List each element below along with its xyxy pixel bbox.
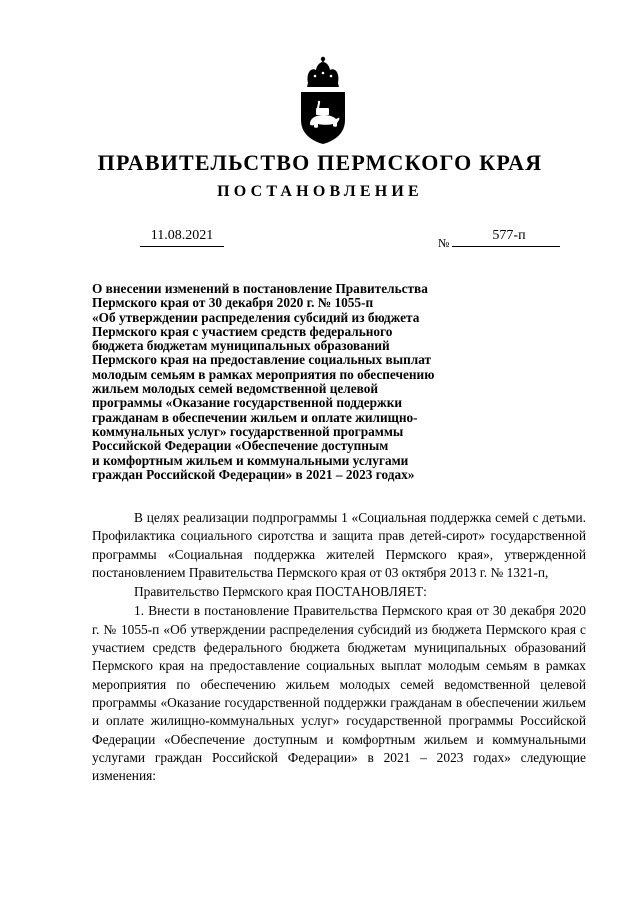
number-field (438, 228, 560, 250)
crown-icon (307, 57, 339, 87)
government-title: ПРАВИТЕЛЬСТВО ПЕРМСКОГО КРАЯ (97, 150, 543, 175)
number-sign: № (438, 236, 450, 250)
item-1-paragraph: 1. Внести в постановление Правительства Пермского края от 30 декабря 2020 г. № 1055-п «Об утверждении распределения субсидий из бюджета Пермского края с участием средств федерального бюджета бюджетам муниципальных образований Пермского края на предоставление социальных выплат молодым семьям в рамках мероприятия по обеспечению жильем молодых семей ведомственной целевой программы «Оказание государственной поддержки гражданам в обеспечении жильем и оплате жилищно-коммунальных услуг» государственной программы Российской Федерации «Обеспечение доступным и комфортным жильем и коммунальными услугами граждан Российской Федерации» в 2021 – 2023 годах» следующие изменения: (92, 603, 586, 784)
subject-line: «Об утверждении распределения субсидий из бюджета (92, 309, 420, 325)
subject-line: гражданам в обеспечении жильем и оплате жилищно- (92, 409, 418, 425)
number-underline (452, 246, 560, 247)
subject-line: граждан Российской Федерации» в 2021 – 2023 годах» (92, 466, 415, 482)
resolves-paragraph: Правительство Пермского края ПОСТАНОВЛЯЕТ: (134, 584, 427, 600)
document-number: 577-п (492, 228, 526, 243)
subject-line: Пермского края на предоставление социальных выплат (92, 352, 432, 368)
subject-line: Российской Федерации «Обеспечение доступным (92, 438, 389, 454)
subject-line: Пермского края от 30 декабря 2020 г. № 1055-п (92, 295, 374, 311)
subject-line: коммунальных услуг» государственной программы (92, 423, 404, 439)
preamble-paragraph: В целях реализации подпрограммы 1 «Социальная поддержка семей с детьми. Профилактика социального сиротства и защита прав детей-сирот» государственной программы «Социальная поддержка жителей Пермского края», утвержденной постановлением Правительства Пермского края от 03 октября 2013 г. № 1321-п, (92, 510, 586, 580)
subject-line: программы «Оказание государственной поддержки (92, 395, 403, 411)
document-body (92, 509, 586, 785)
perm-krai-coat-of-arms (298, 56, 348, 146)
subject-line: жильем молодых семей ведомственной целевой (92, 381, 379, 397)
document-subject (92, 282, 502, 482)
date-underline (140, 246, 224, 247)
subject-line: молодым семьям в рамках мероприятия по обеспечению (92, 366, 435, 382)
document-date: 11.08.2021 (150, 228, 214, 243)
subject-line: и комфортным жильем и коммунальными услугами (92, 452, 409, 468)
subject-line: Пермского края с участием средств федерального (92, 323, 393, 339)
subject-line: бюджета бюджетам муниципальных образований (92, 338, 390, 354)
date-field (140, 228, 224, 247)
subject-line: О внесении изменений в постановление Правительства (92, 281, 428, 296)
document-type: ПОСТАНОВЛЕНИЕ (217, 183, 423, 200)
